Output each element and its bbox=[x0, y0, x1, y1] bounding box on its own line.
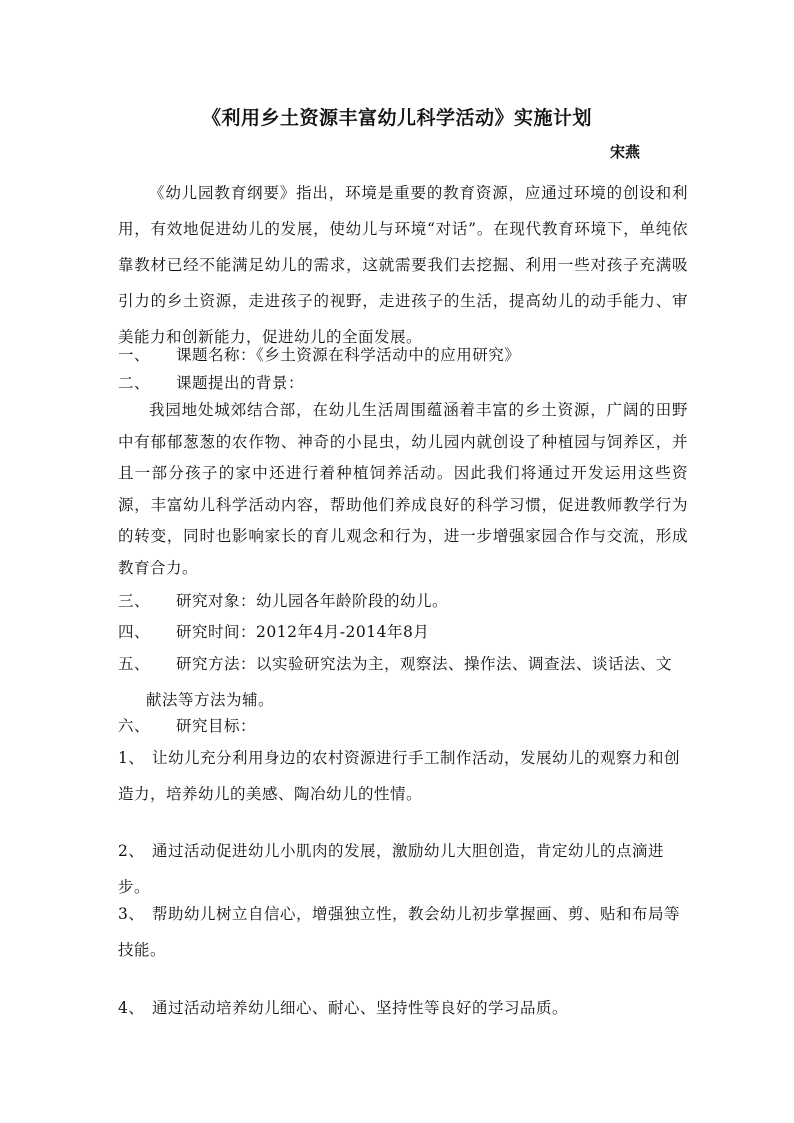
goal-4-text: 通过活动培养幼儿细心、耐心、坚持性等良好的学习品质。 bbox=[152, 999, 569, 1017]
goal-2 bbox=[118, 833, 688, 905]
section-1-text: 课题名称：《乡土资源在科学活动中的应用研究》 bbox=[176, 346, 521, 364]
section-3-text: 研究对象：幼儿园各年龄阶段的幼儿。 bbox=[176, 592, 449, 610]
background-text: 我园地处城郊结合部，在幼儿生活周围蕴涵着丰富的乡土资源，广阔的田野中有郁郁葱葱的农作物、神奇的小昆虫，幼儿园内就创设了种植园与饲养区，并且一部分孩子的家中还进行着种植饲养活动。因此我们将通过开发运用这些资源，丰富幼儿科学活动内容，帮助他们养成良好的科学习惯，促进教师教学行为的转变，同时也影响家长的育儿观念和行为，进一步增强家园合作与交流，形成教育合力。 bbox=[118, 401, 688, 577]
section-3-number: 三、 bbox=[118, 592, 151, 610]
document-title: 《利用乡土资源丰富幼儿科学活动》实施计划 bbox=[201, 107, 592, 129]
section-5-continuation: 献法等方法为辅。 bbox=[146, 691, 275, 709]
section-2-number: 二、 bbox=[118, 374, 151, 392]
intro-paragraph bbox=[118, 175, 688, 355]
intro-text: 《幼儿园教育纲要》指出，环境是重要的教育资源，应通过环境的创设和利用，有效地促进幼儿的发展，使幼儿与环境“对话”。在现代教育环境下，单纯依靠教材已经不能满足幼儿的需求，这就需要我们去挖掘、利用一些对孩子充满吸引力的乡土资源，走进孩子的视野，走进孩子的生活，提高幼儿的动手能力、审美能力和创新能力，促进幼儿的全面发展。 bbox=[118, 184, 688, 346]
section-5-text: 研究方法：以实验研究法为主，观察法、操作法、调查法、谈话法、文 bbox=[176, 655, 673, 673]
goal-4-number: 4、 bbox=[118, 999, 145, 1017]
section-4 bbox=[118, 614, 688, 650]
section-4-text: 研究时间：2012年4月-2014年8月 bbox=[176, 623, 430, 641]
goal-2-number: 2、 bbox=[118, 842, 145, 860]
section-2-text: 课题提出的背景： bbox=[176, 374, 305, 392]
goal-1-number: 1、 bbox=[118, 749, 145, 767]
goal-1 bbox=[118, 740, 688, 812]
goal-2-text: 通过活动促进幼儿小肌肉的发展，激励幼儿大胆创造，肯定幼儿的点滴进步。 bbox=[118, 842, 665, 896]
goal-3-text: 帮助幼儿树立自信心，增强独立性，教会幼儿初步掌握画、剪、贴和布局等 bbox=[152, 905, 681, 923]
section-6-number: 六、 bbox=[118, 717, 151, 735]
goal-3-continuation: 技能。 bbox=[118, 941, 167, 959]
goal-1-text: 让幼儿充分利用身边的农村资源进行手工制作活动，发展幼儿的观察力和创 bbox=[152, 749, 681, 767]
goal-3 bbox=[118, 896, 688, 968]
goal-3-number: 3、 bbox=[118, 905, 145, 923]
author-name: 宋燕 bbox=[609, 143, 640, 161]
section-5-number: 五、 bbox=[118, 655, 151, 673]
goal-4 bbox=[118, 990, 688, 1026]
section-6 bbox=[118, 708, 688, 744]
section-4-number: 四、 bbox=[118, 623, 151, 641]
section-1-number: 一、 bbox=[118, 346, 151, 364]
goal-1-continuation: 造力，培养幼儿的美感、陶冶幼儿的性情。 bbox=[118, 785, 423, 803]
section-6-text: 研究目标： bbox=[176, 717, 257, 735]
background-paragraph bbox=[118, 395, 688, 584]
